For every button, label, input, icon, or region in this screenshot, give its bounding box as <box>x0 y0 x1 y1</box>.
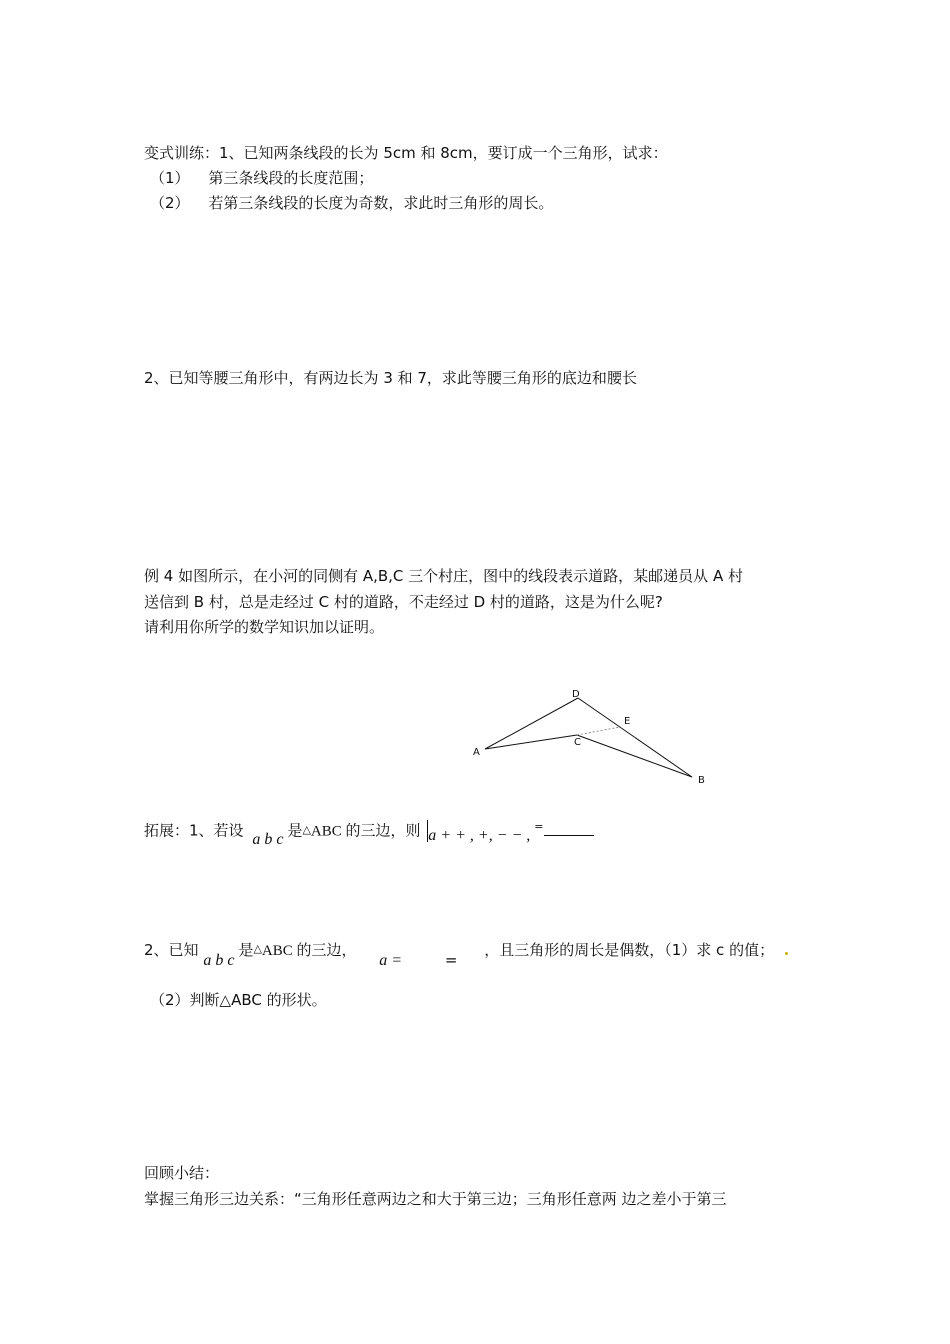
variant-sub-2 <box>150 193 553 213</box>
example4-text-3: 请利用你所学的数学知识加以证明。 <box>144 618 385 636</box>
review-title-text: 回顾小结： <box>144 1164 220 1182</box>
example4-line-1 <box>144 566 743 586</box>
example4-text-1: 例 4 如图所示，在小河的同侧有 A,B,C 三个村庄，图中的线段表示道路，某邮递员从 A 村 <box>144 567 743 585</box>
village-road-figure <box>460 682 720 797</box>
variant-question-2 <box>144 368 637 388</box>
review-title <box>144 1163 219 1183</box>
ext2-prefix: 2、已知 <box>144 941 199 959</box>
ext1-expression: a + + , +, − − , <box>428 826 531 844</box>
triangle-symbol-2: △ <box>253 942 262 955</box>
label-A: A <box>473 747 480 758</box>
segment-AD <box>485 698 578 749</box>
ext1-prefix: 拓展：1、若设 <box>144 821 244 840</box>
sub1-number: （1） <box>150 169 190 187</box>
ext2-mid: 是 <box>238 941 254 959</box>
triangle-symbol-1: △ <box>302 822 311 836</box>
ext2-vars: a b c <box>203 952 235 969</box>
example4-text-2: 送信到 B 村，总是走经过 C 村的道路，不走经过 D 村的道路，这是为什么呢? <box>144 593 663 611</box>
ext2-a-equals: a = <box>379 952 403 969</box>
extension-question-2-part-2 <box>150 990 327 1010</box>
example4-line-3 <box>144 617 384 637</box>
label-B: B <box>698 775 705 786</box>
ext2-part2-text: （2）判断△ABC 的形状。 <box>150 991 327 1009</box>
label-D: D <box>572 689 580 700</box>
segment-DB <box>578 698 692 777</box>
marker-dot <box>785 952 788 955</box>
segment-CE-dashed <box>577 727 620 735</box>
segment-CB <box>577 735 692 777</box>
ext1-answer-blank[interactable] <box>544 823 594 836</box>
label-C: C <box>574 737 581 748</box>
ext1-vars: a b c <box>252 830 284 848</box>
ext1-mid: 是 <box>287 821 303 840</box>
variant-sub-1 <box>150 168 373 188</box>
variant-q1-text: 变式训练：1、已知两条线段的长为 5cm 和 8cm，要订成一个三角形，试求： <box>144 144 668 162</box>
ext2-equals: = <box>444 951 458 969</box>
label-E: E <box>624 716 631 727</box>
variant-question-1 <box>144 143 668 163</box>
sub2-number: （2） <box>150 194 190 212</box>
review-text: 掌握三角形三边关系：“三角形任意两边之和大于第三边；三角形任意两 边之差小于第三 <box>144 1190 727 1208</box>
ext2-abc: ABC 的三边， <box>261 943 357 959</box>
sub2-text: 若第三条线段的长度为奇数，求此时三角形的周长。 <box>208 194 554 212</box>
review-content <box>144 1189 727 1209</box>
variant-q2-text: 2、已知等腰三角形中，有两边长为 3 和 7，求此等腰三角形的底边和腰长 <box>144 369 637 387</box>
ext1-abc: ABC 的三边，则 <box>310 823 421 840</box>
ext1-equals: = <box>534 819 544 833</box>
extension-question-2 <box>144 940 788 969</box>
sub1-text: 第三条线段的长度范围； <box>208 169 374 187</box>
extension-question-1 <box>144 819 594 848</box>
example4-line-2 <box>144 592 663 612</box>
ext2-rest: ，且三角形的周长是偶数，（1）求 c 的值； <box>484 941 775 959</box>
